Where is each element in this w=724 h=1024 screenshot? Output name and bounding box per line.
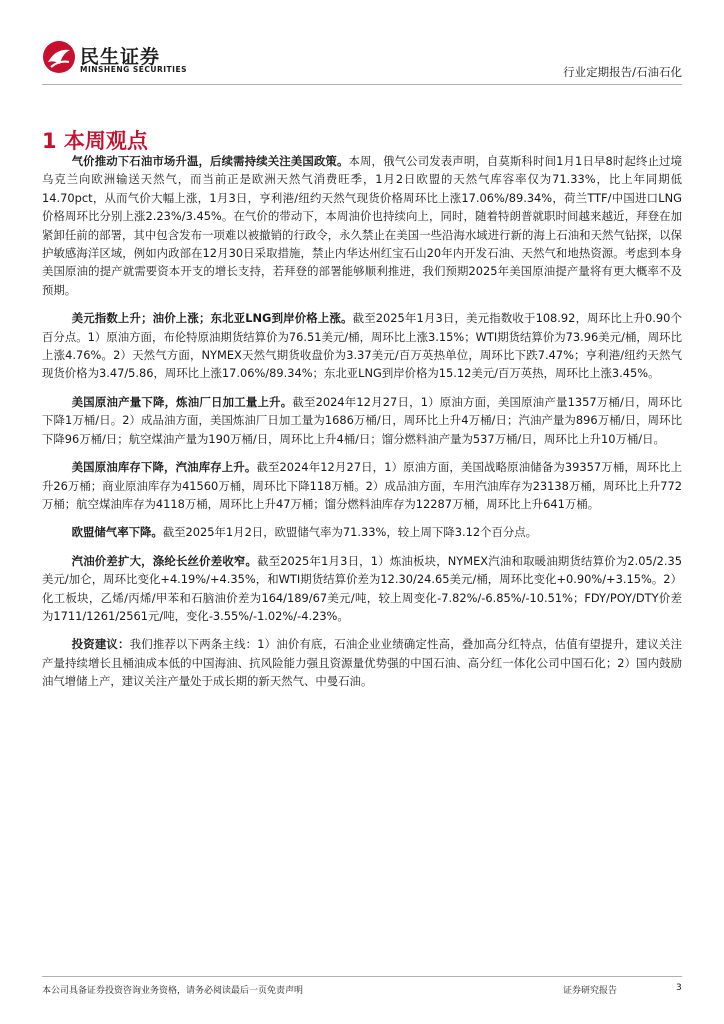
paragraph-prices <box>42 309 682 383</box>
paragraph-text: 截至2024年12月27日，1）原油方面，美国战略原油储备为39357万桶，周环比上升26万桶；商业原油库存为41560万桶，周环比下降118万桶。2）成品油方面，车用汽油库存为23138万桶，周环比上升772万桶；航空煤油库存为4118万桶，周环比上升47万桶；馏分燃料油库存为12287万桶，周环比上升641万桶。 <box>42 460 682 511</box>
paragraph-text: 我们推荐以下两条主线：1）油价有底，石油企业业绩确定性高，叠加高分红特点，估值有望提升，建议关注产量持续增长且桶油成本低的中国海油、抗风险能力强且资源量优势强的中国石油、高分红一体化公司中国石化；2）国内鼓励油气增储上产，建议关注产量处于成长期的新天然气、中曼石油。 <box>42 637 682 689</box>
page-number: 3 <box>676 983 682 993</box>
paragraph-inventory <box>42 458 682 513</box>
paragraph-lead: 美元指数上升；油价上涨；东北亚LNG到岸价格上涨。 <box>71 311 353 326</box>
footer-divider <box>42 976 682 977</box>
paragraph-gas-market <box>42 152 682 299</box>
page-header <box>0 0 724 90</box>
paragraph-text: 截至2025年1月3日，美元指数收于108.92，周环比上升0.90个百分点。1）原油方面，布伦特原油期货结算价为76.51美元/桶，周环比上涨3.15%；WTI期货结算价为73.96美元/桶，周环比上涨4.76%。2）天然气方面，NYMEX天然气期货收盘价为3.37美元/百万英热单位，周环比下跌7.47%；亨利港/纽约天然气现货价格为3.47/5.86，周环比上涨17.06%/89.34%；东北亚LNG到岸价格为15.12美元/百万英热，周环比上涨3.45%。 <box>42 311 682 381</box>
logo-mark-icon <box>42 40 76 74</box>
footer-report-type: 证券研究报告 <box>563 986 618 996</box>
company-logo <box>42 40 202 80</box>
section-title: 1 本周观点 <box>42 129 148 153</box>
report-body <box>42 152 682 701</box>
logo-name-cn: 民生证券 <box>80 46 161 68</box>
paragraph-lead: 欧盟储气率下降。 <box>71 525 163 540</box>
paragraph-eu-storage <box>42 523 682 541</box>
paragraph-lead: 投资建议： <box>71 637 130 652</box>
paragraph-text: 本周，俄气公司发表声明，自莫斯科时间1月1日早8时起终止过境乌克兰向欧洲输送天然气，而当前正是欧洲天然气消费旺季，1月2日欧盟的天然气库容率仅为71.33%，比上年同期低14.70pct，从而气价大幅上涨，1月3日，亨利港/纽约天然气现货价格周环比上涨17.06%/89.34%，荷兰TTF/中国进口LNG价格周环比分别上涨2.23%/3.45%。在气价的带动下，本周油价也持续向上，同时，随着特朗普就职时间越来越近，拜登在加紧卸任前的部署，其中包含发布一项难以被撤销的行政令，永久禁止在美国一些沿海水域进行新的海上石油和天然气钻探，以保护敏感海洋区域，例如内政部在12月30日采取措施，禁止内华达州红宝石山20年内开发石油、天然气和地热资源。考虑到本身美国原油的提产就需要资本开支的增长支持，若拜登的部署能够顺利推进，我们预期2025年美国原油提产量将有更大概率不及预期。 <box>42 154 682 297</box>
paragraph-lead: 美国原油产量下降，炼油厂日加工量上升。 <box>71 394 293 409</box>
paragraph-production <box>42 393 682 448</box>
paragraph-text: 截至2024年12月27日，1）原油方面，美国原油产量1357万桶/日，周环比下降1万桶/日。2）成品油方面，美国炼油厂日加工量为1686万桶/日，周环比上升4万桶/日；汽油产量为896万桶/日，周环比下降96万桶/日；航空煤油产量为190万桶/日，周环比上升4桶/日；馏分燃料油产量为537万桶/日，周环比上升10万桶/日。 <box>42 394 682 446</box>
paragraph-investment-advice <box>42 635 682 690</box>
paragraph-lead: 汽油价差扩大，涤纶长丝价差收窄。 <box>71 553 258 568</box>
paragraph-text: 截至2025年1月3日，1）炼油板块，NYMEX汽油和取暖油期货结算价为2.05/2.35美元/加仑，周环比变化+4.19%/+4.35%，和WTI期货结算价差为12.30/24.65美元/桶，周环比变化+0.90%/+3.15%。2）化工板块，乙烯/丙烯/甲苯和石脑油价差为164/189/67美元/吨，较上周变化-7.82%/-6.85%/-10.51%；FDY/POY/DTY价差为1711/1261/2561元/吨，变化-3.55%/-1.02%/-4.23%。 <box>42 553 682 623</box>
paragraph-lead: 美国原油库存下降，汽油库存上升。 <box>71 460 257 475</box>
paragraph-spreads <box>42 552 682 626</box>
footer-disclaimer: 本公司具备证券投资咨询业务资格，请务必阅读最后一页免责声明 <box>42 986 304 996</box>
paragraph-lead: 气价推动下石油市场升温，后续需持续关注美国政策。 <box>71 154 349 168</box>
paragraph-text: 截至2025年1月2日，欧盟储气率为71.33%，较上周下降3.12个百分点。 <box>162 525 538 540</box>
report-category: 行业定期报告/石油石化 <box>563 65 682 79</box>
logo-name-en: MINSHENG SECURITIES <box>80 65 187 74</box>
header-divider <box>42 84 682 85</box>
